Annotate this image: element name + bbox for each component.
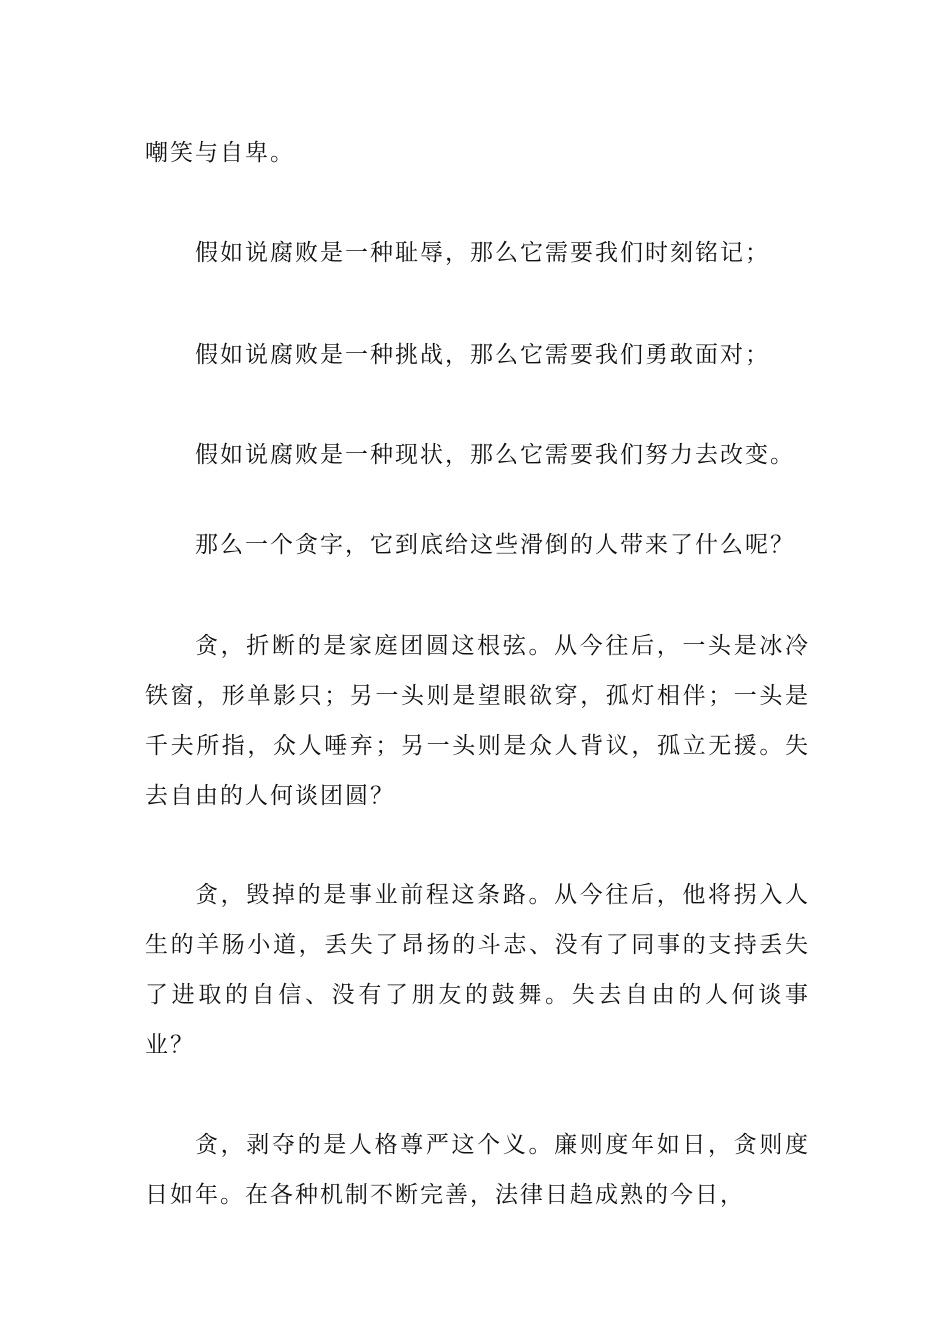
paragraph-8: 贪，剥夺的是人格尊严这个义。廉则度年如日，贪则度日如年。在各种机制不断完善，法律日趋成熟的今日， bbox=[145, 1132, 810, 1208]
paragraph-2: 假如说腐败是一种耻辱，那么它需要我们时刻铭记； bbox=[195, 240, 770, 266]
paragraph-3: 假如说腐败是一种挑战，那么它需要我们勇敢面对； bbox=[195, 342, 770, 368]
paragraph-1: 嘲笑与自卑。 bbox=[145, 140, 295, 166]
paragraph-7: 贪，毁掉的是事业前程这条路。从今往后，他将拐入人生的羊肠小道，丢失了昂扬的斗志、没有了同事的支持丢失了进取的自信、没有了朋友的鼓舞。失去自由的人何谈事业？ bbox=[145, 882, 810, 1058]
paragraph-5: 那么一个贪字，它到底给这些滑倒的人带来了什么呢？ bbox=[195, 532, 795, 558]
paragraph-6: 贪，折断的是家庭团圆这根弦。从今往后，一头是冰冷铁窗，形单影只；另一头则是望眼欲穿，孤灯相伴；一头是千夫所指，众人唾弃；另一头则是众人背议，孤立无援。失去自由的人何谈团圆？ bbox=[145, 633, 810, 809]
paragraph-4: 假如说腐败是一种现状，那么它需要我们努力去改变。 bbox=[195, 442, 795, 468]
